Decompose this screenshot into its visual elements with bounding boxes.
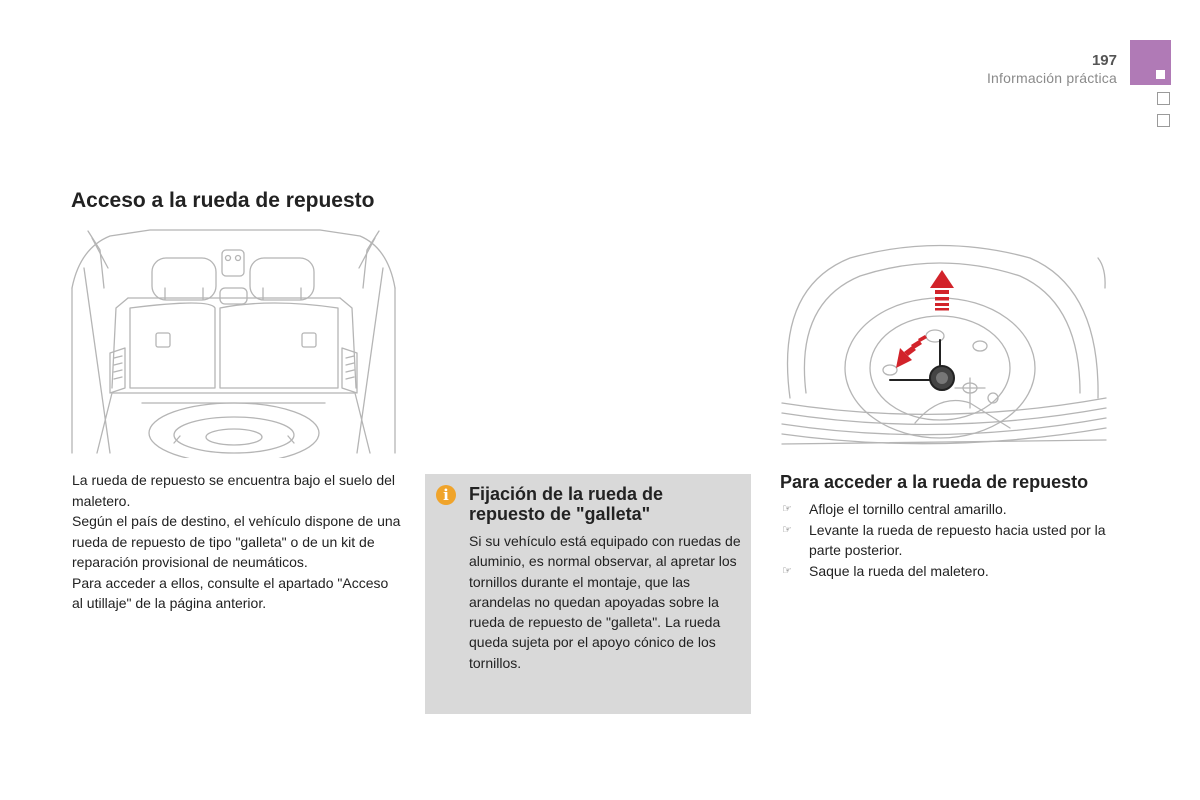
step-text: Levante la rueda de repuesto hacia usted por la parte posterior. — [809, 521, 1106, 558]
pointing-hand-icon: ☞ — [782, 503, 792, 515]
procedure-step — [782, 520, 1112, 561]
spare-wheel-illustration — [780, 228, 1108, 458]
step-text: Afloje el tornillo central amarillo. — [809, 501, 1007, 517]
info-box-text: Si su vehículo está equipado con ruedas de aluminio, es normal observar, al apretar los tornillos durante el montaje, que las arandelas no quedan apoyadas sobre la rueda de repuesto de "galleta". La rueda queda sujeta por el apoyo cónico de los tornillos. — [469, 533, 741, 671]
chapter-tab-marker — [1130, 40, 1171, 85]
info-icon: i — [436, 485, 456, 505]
info-box — [425, 474, 751, 714]
info-box-title: Fijación de la rueda de repuesto de "galleta" — [469, 484, 664, 524]
main-title: Acceso a la rueda de repuesto — [71, 189, 375, 212]
page-number: 197 — [1091, 52, 1117, 69]
procedure-step — [782, 561, 1112, 582]
chapter-tab-box — [1157, 92, 1170, 105]
active-tab-dot — [1156, 70, 1165, 79]
pointing-hand-icon: ☞ — [782, 564, 792, 577]
procedure-step — [782, 499, 1112, 520]
pointing-hand-icon: ☞ — [782, 523, 792, 536]
intro-text — [72, 470, 402, 614]
intro-paragraph: Según el país de destino, el vehículo dispone de una rueda de repuesto de tipo "galleta" o de un kit de reparación provisional de neumáticos. — [72, 513, 401, 570]
section-title: Información práctica — [986, 70, 1117, 86]
step-text: Saque la rueda del maletero. — [809, 562, 989, 579]
procedure-steps — [782, 499, 1112, 581]
intro-paragraph: Para acceder a ellos, consulte el apartado "Acceso al utillaje" de la página anterior. — [72, 574, 389, 611]
intro-paragraph: La rueda de repuesto se encuentra bajo el suelo del maletero. — [72, 472, 396, 509]
procedure-title: Para acceder a la rueda de repuesto — [780, 472, 1089, 492]
trunk-illustration — [70, 228, 397, 458]
chapter-tab-box — [1157, 114, 1170, 127]
